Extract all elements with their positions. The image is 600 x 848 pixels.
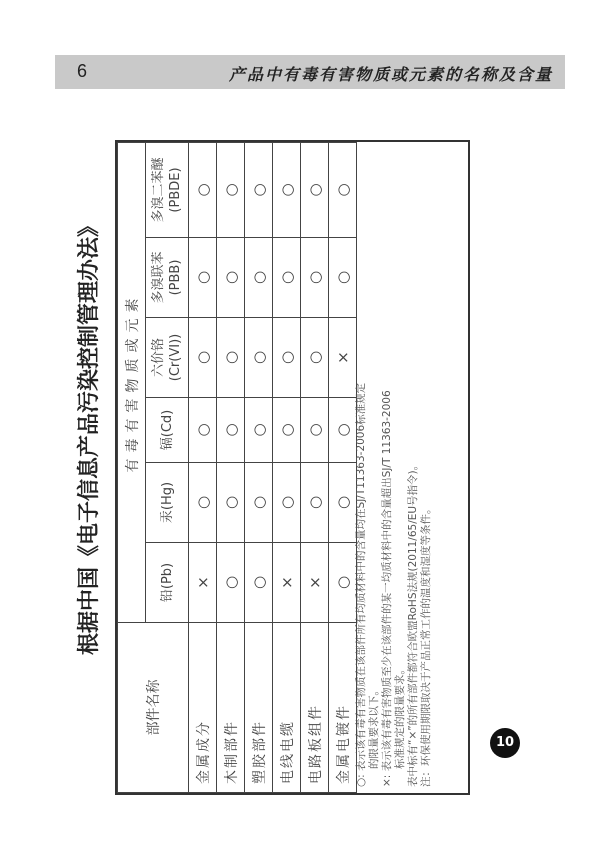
substance-cell: ○ [245,398,273,463]
document-title: 根据中国《电子信息产品污染控制管理办法》 [77,214,102,655]
substance-cell: ○ [329,238,357,318]
note-line: 的限量要求以下。 [368,685,380,769]
part-name-header: 部件名称 [118,623,189,793]
substance-cell: ○ [217,318,245,398]
note-line: ○: 表示该有毒有害物质在该部件所有均质材料中的含量均在SJ/T11363-2006标准规定 [355,382,367,787]
substance-cell: ○ [217,463,245,543]
column-header: 镉(Cd) [146,398,189,463]
substance-cell: ○ [273,143,301,238]
substance-cell: ○ [273,238,301,318]
part-name: 金属成分 [189,623,217,793]
table-row [189,143,217,793]
part-name: 金属电镀件 [329,623,357,793]
part-name: 木制部件 [217,623,245,793]
column-header: 铅(Pb) [146,543,189,623]
table-row [329,143,357,793]
substance-cell: ○ [329,543,357,623]
rotated-content [70,130,530,830]
note-line: 注：环保使用期限取决于产品正常工作的温度和湿度等条件。 [420,503,432,787]
hazardous-substances-table [117,142,357,793]
substance-cell: ○ [329,463,357,543]
substance-cell: ○ [329,398,357,463]
note-line: 表中标有“×”的所有部件都符合欧盟RoHS法规(2011/65/EU号指令)。 [407,459,419,787]
substance-cell: ○ [189,143,217,238]
eco-period-logo: 10 [490,728,520,758]
substance-cell: × [301,543,329,623]
substance-cell: ○ [329,143,357,238]
page-number: 6 [77,61,88,81]
substance-cell: ○ [301,143,329,238]
column-header: 汞(Hg) [146,463,189,543]
substance-cell: × [329,318,357,398]
substance-cell: ○ [245,463,273,543]
substance-cell: ○ [189,398,217,463]
table-row [217,143,245,793]
note-line: 标准规定的限量要求。 [394,664,406,769]
substance-cell: ○ [245,143,273,238]
substance-cell: ○ [273,463,301,543]
substance-cell: × [273,543,301,623]
substance-cell: ○ [273,398,301,463]
substance-cell: ○ [217,143,245,238]
substance-cell: ○ [245,238,273,318]
substance-cell: ○ [189,238,217,318]
group-header: 有毒有害物质或元素 [118,143,146,623]
table-row [273,143,301,793]
part-name: 电路板组件 [301,623,329,793]
column-header: 多溴二苯醚 (PBDE) [146,143,189,238]
substance-cell: ○ [189,318,217,398]
hazardous-substances-box [115,140,470,795]
substance-cell: ○ [273,318,301,398]
substance-cell: ○ [189,463,217,543]
substance-cell: ○ [245,318,273,398]
substance-cell: ○ [245,543,273,623]
note-line: ×: 表示该有毒有害物质至少在该部件的某一均质材料中的含量超出SJ/T 11363-2006 [381,390,393,787]
part-name: 塑胶部件 [245,623,273,793]
substance-cell: ○ [217,238,245,318]
part-name: 电线电缆 [273,623,301,793]
table-row [245,143,273,793]
notes [355,147,433,787]
page-header-title: 产品中有毒有害物质或元素的名称及含量 [228,65,553,84]
substance-cell: ○ [301,398,329,463]
table-row [301,143,329,793]
column-header: 多溴联苯 (PBB) [146,238,189,318]
page-header-bar [55,55,565,89]
substance-cell: ○ [301,463,329,543]
column-header: 六价铬 (Cr(VI)) [146,318,189,398]
substance-cell: ○ [301,318,329,398]
substance-cell: × [189,543,217,623]
substance-cell: ○ [301,238,329,318]
substance-cell: ○ [217,543,245,623]
substance-cell: ○ [217,398,245,463]
